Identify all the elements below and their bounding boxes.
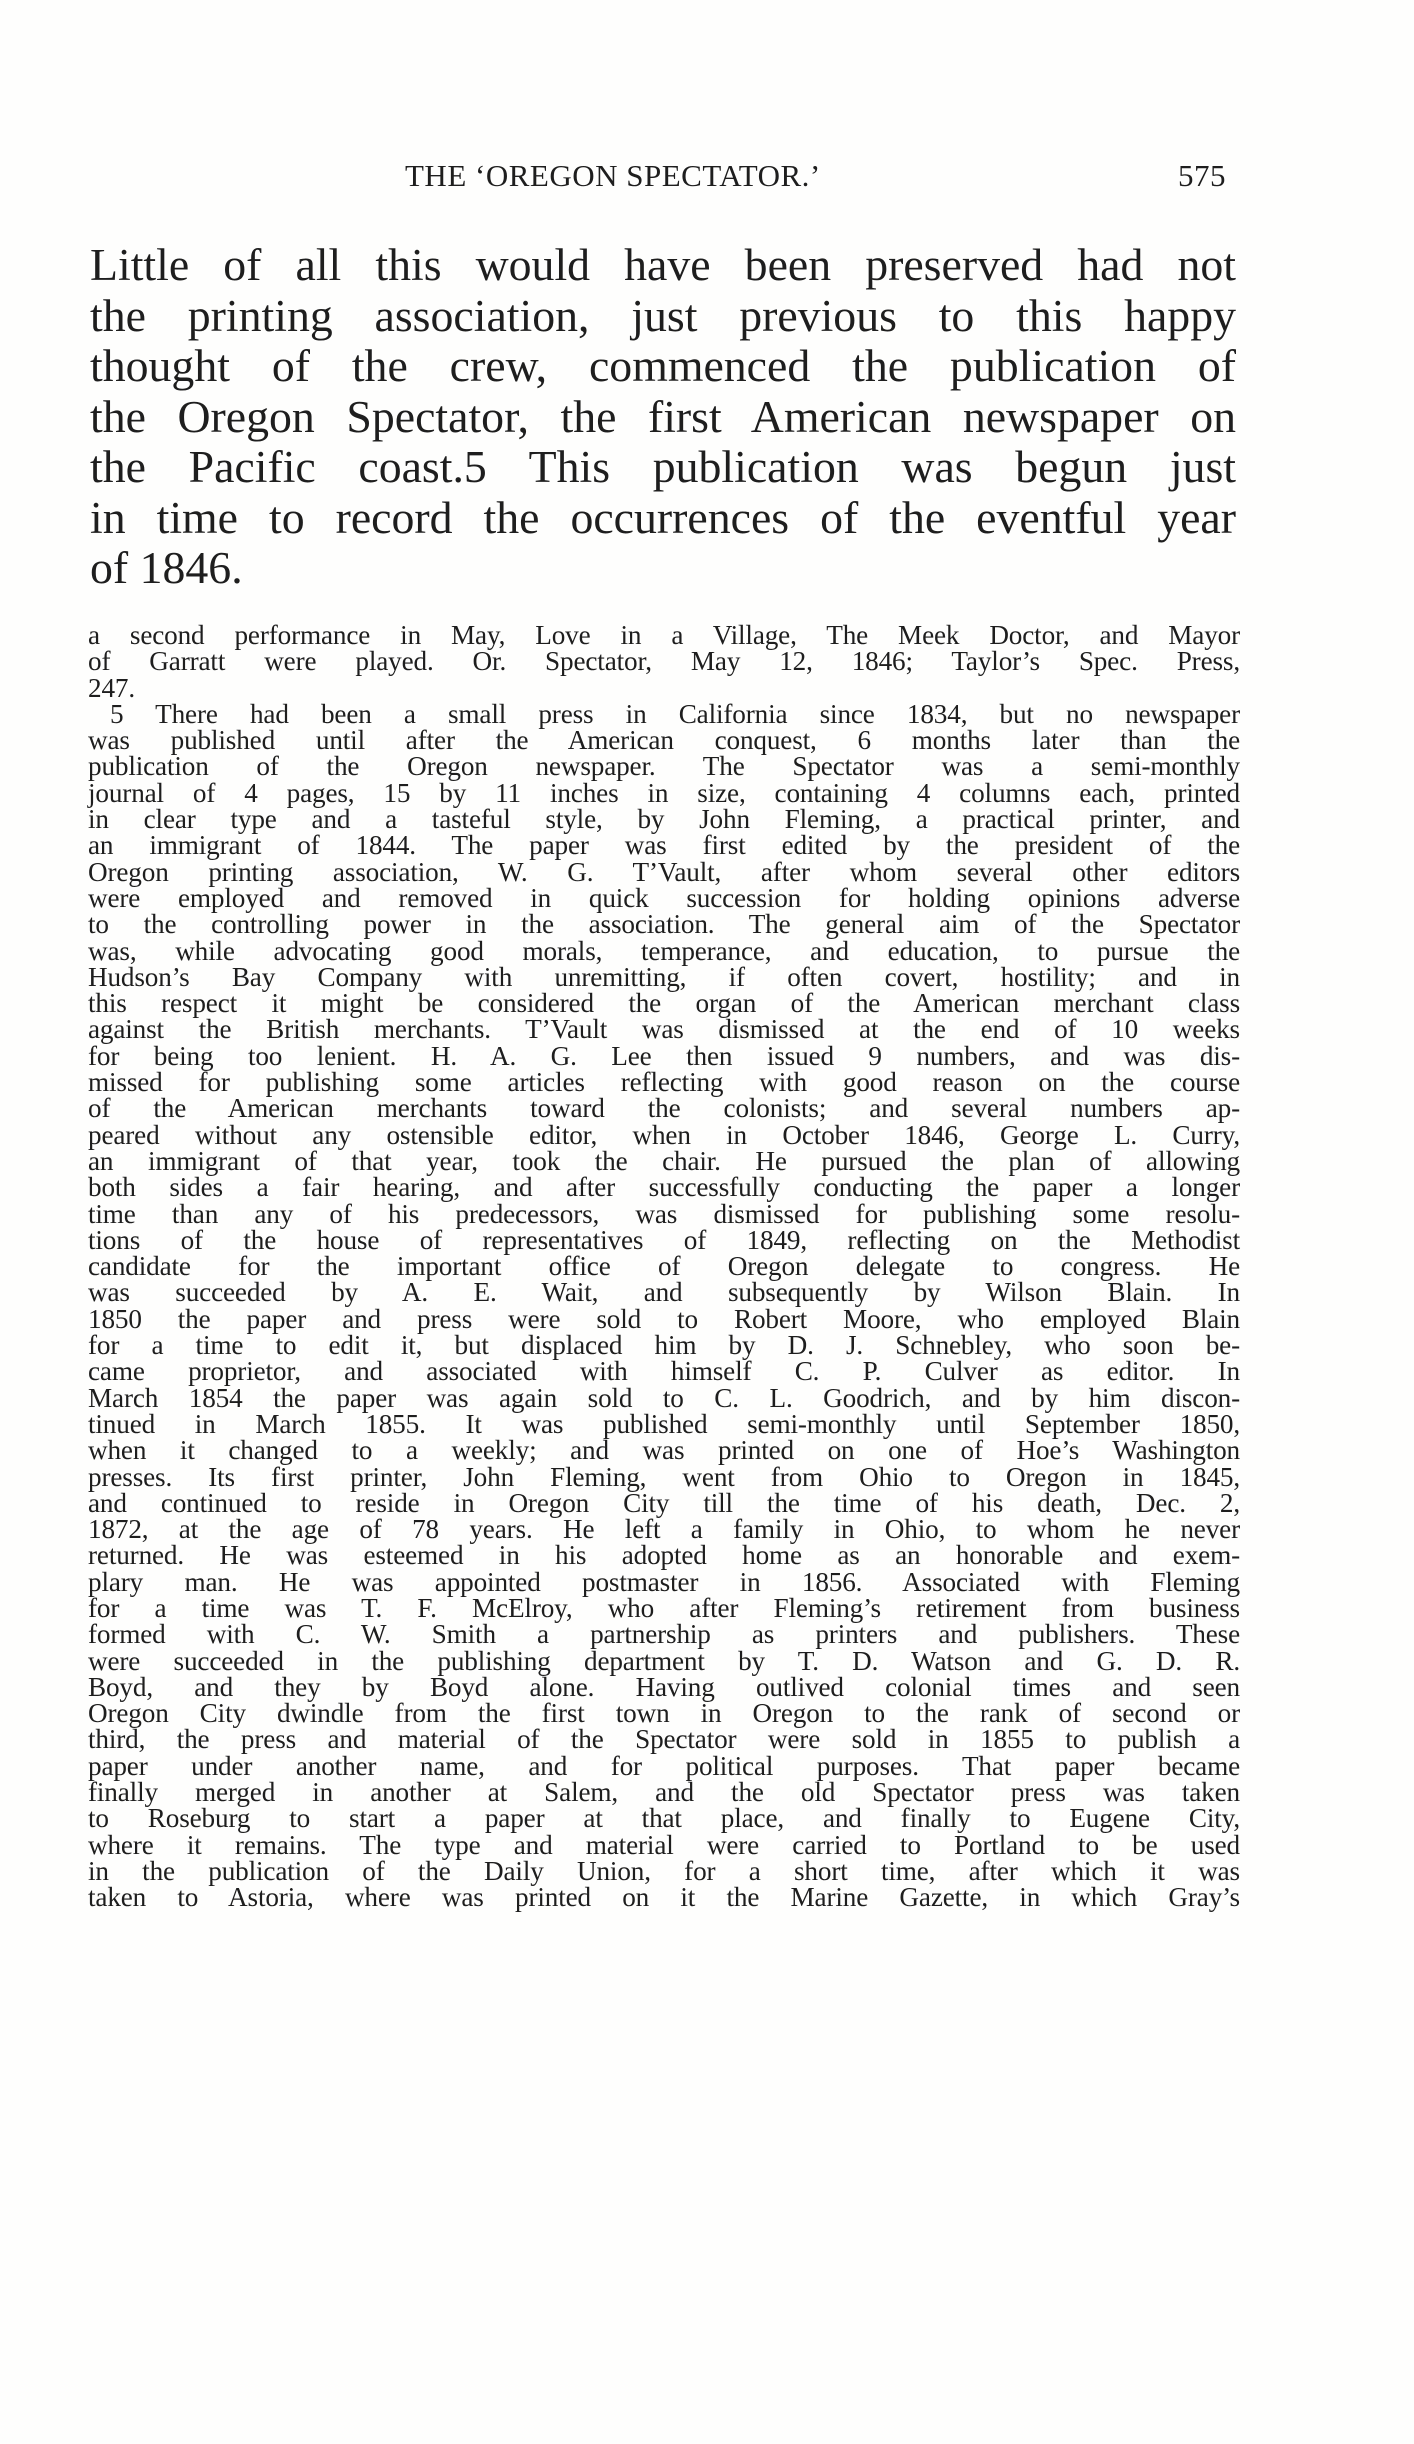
body-line: the Pacific coast.5 This publication was begun just: [90, 441, 1236, 492]
footnote-line: for a time to edit it, but displaced him by D. J. Schnebley, who soon be-: [88, 1330, 1240, 1361]
footnote-line: to Roseburg to start a paper at that place, and finally to Eugene City,: [88, 1803, 1240, 1834]
footnote-line: tions of the house of representatives of 1849, reflecting on the Methodist: [88, 1224, 1240, 1255]
footnote-line: in clear type and a tasteful style, by John Fleming, a practical printer, and: [88, 804, 1240, 835]
footnote-line: Oregon printing association, W. G. T’Vault, after whom several other editors: [88, 856, 1240, 887]
running-title: THE ‘OREGON SPECTATOR.’: [405, 158, 821, 193]
footnote-line: a second performance in May, Love in a Village, The Meek Doctor, and Mayor: [88, 620, 1240, 650]
footnote-line: March 1854 the paper was again sold to C. L. Goodrich, and by him discon-: [88, 1382, 1240, 1413]
footnote-line: this respect it might be considered the organ of the American merchant class: [88, 988, 1240, 1019]
body-line: in time to record the occurrences of the eventful year: [90, 491, 1236, 543]
footnote-line: Hudson’s Bay Company with unremitting, if often covert, hostility; and in: [88, 961, 1240, 992]
body-line: thought of the crew, commenced the publication of: [90, 340, 1236, 391]
footnote-line: 1850 the paper and press were sold to Robert Moore, who employed Blain: [88, 1303, 1240, 1334]
body-line: the Oregon Spectator, the first American newspaper on: [90, 390, 1236, 442]
main-paragraph: [90, 240, 1236, 594]
footnote-line: in the publication of the Daily Union, for a short time, after which it was: [88, 1855, 1240, 1886]
footnote-5-start: 5 There had been a small press in California since 1834, but no newspaper: [110, 698, 1240, 729]
footnote-line: returned. He was esteemed in his adopted home as an honorable and exem-: [88, 1540, 1240, 1571]
footnote-line: candidate for the important office of Oregon delegate to congress. He: [88, 1251, 1240, 1282]
footnote-line: paper under another name, and for political purposes. That paper became: [88, 1750, 1240, 1781]
footnote-line: publication of the Oregon newspaper. The Spectator was a semi-monthly: [88, 751, 1240, 782]
footnote-line: third, the press and material of the Spectator were sold in 1855 to publish a: [88, 1724, 1240, 1755]
body-line: the printing association, just previous to this happy: [90, 289, 1236, 341]
footnote-line: was succeeded by A. E. Wait, and subsequently by Wilson Blain. In: [88, 1277, 1240, 1308]
footnote-line: plary man. He was appointed postmaster in 1856. Associated with Fleming: [88, 1566, 1240, 1597]
footnote-line: when it changed to a weekly; and was printed on one of Hoe’s Washington: [88, 1435, 1240, 1466]
footnote-line: formed with C. W. Smith a partnership as printers and publishers. These: [88, 1619, 1240, 1650]
footnote-line: for a time was T. F. McElroy, who after Fleming’s retirement from business: [88, 1592, 1240, 1623]
footnotes: [88, 622, 1240, 1911]
footnote-line: were succeeded in the publishing department by T. D. Watson and G. D. R.: [88, 1645, 1240, 1676]
footnote-line: an immigrant of that year, took the chair. He pursued the plan of allowing: [88, 1145, 1240, 1176]
footnote-line: was, while advocating good morals, temperance, and education, to pursue the: [88, 935, 1240, 966]
footnote-line: time than any of his predecessors, was dismissed for publishing some resolu-: [88, 1198, 1240, 1229]
footnote-line: 247.: [88, 672, 135, 703]
footnote-line: came proprietor, and associated with himself C. P. Culver as editor. In: [88, 1356, 1240, 1387]
footnote-line: of the American merchants toward the colonists; and several numbers ap-: [88, 1093, 1240, 1124]
footnote-line: missed for publishing some articles reflecting with good reason on the course: [88, 1067, 1240, 1098]
footnote-line: taken to Astoria, where was printed on it the Marine Gazette, in which Gray’s: [88, 1882, 1240, 1913]
footnote-line: finally merged in another at Salem, and the old Spectator press was taken: [88, 1777, 1240, 1808]
footnote-line: was published until after the American conquest, 6 months later than the: [88, 725, 1240, 756]
footnote-line: journal of 4 pages, 15 by 11 inches in size, containing 4 columns each, printed: [88, 777, 1240, 808]
running-head: [0, 158, 1414, 198]
footnote-line: against the British merchants. T’Vault was dismissed at the end of 10 weeks: [88, 1014, 1240, 1045]
footnote-line: were employed and removed in quick succession for holding opinions adverse: [88, 882, 1240, 913]
footnote-line: peared without any ostensible editor, when in October 1846, George L. Curry,: [88, 1119, 1240, 1150]
footnote-line: to the controlling power in the association. The general aim of the Spectator: [88, 909, 1240, 940]
footnote-line: both sides a fair hearing, and after successfully conducting the paper a longer: [88, 1172, 1240, 1203]
footnote-line: where it remains. The type and material were carried to Portland to be used: [88, 1829, 1240, 1860]
footnote-line: 1872, at the age of 78 years. He left a family in Ohio, to whom he never: [88, 1514, 1240, 1545]
body-line: of 1846.: [90, 542, 243, 593]
footnote-line: tinued in March 1855. It was published semi-monthly until September 1850,: [88, 1408, 1240, 1439]
body-line: Little of all this would have been preserved had not: [90, 239, 1236, 290]
footnote-line: Oregon City dwindle from the first town in Oregon to the rank of second or: [88, 1698, 1240, 1729]
footnote-line: of Garratt were played. Or. Spectator, May 12, 1846; Taylor’s Spec. Press,: [88, 646, 1240, 677]
page-number: 575: [1178, 158, 1226, 193]
footnote-line: Boyd, and they by Boyd alone. Having outlived colonial times and seen: [88, 1671, 1240, 1702]
footnote-line: and continued to reside in Oregon City till the time of his death, Dec. 2,: [88, 1487, 1240, 1518]
footnote-line: for being too lenient. H. A. G. Lee then issued 9 numbers, and was dis-: [88, 1040, 1240, 1071]
footnote-line: an immigrant of 1844. The paper was first edited by the president of the: [88, 830, 1240, 861]
footnote-line: presses. Its first printer, John Fleming, went from Ohio to Oregon in 1845,: [88, 1461, 1240, 1492]
